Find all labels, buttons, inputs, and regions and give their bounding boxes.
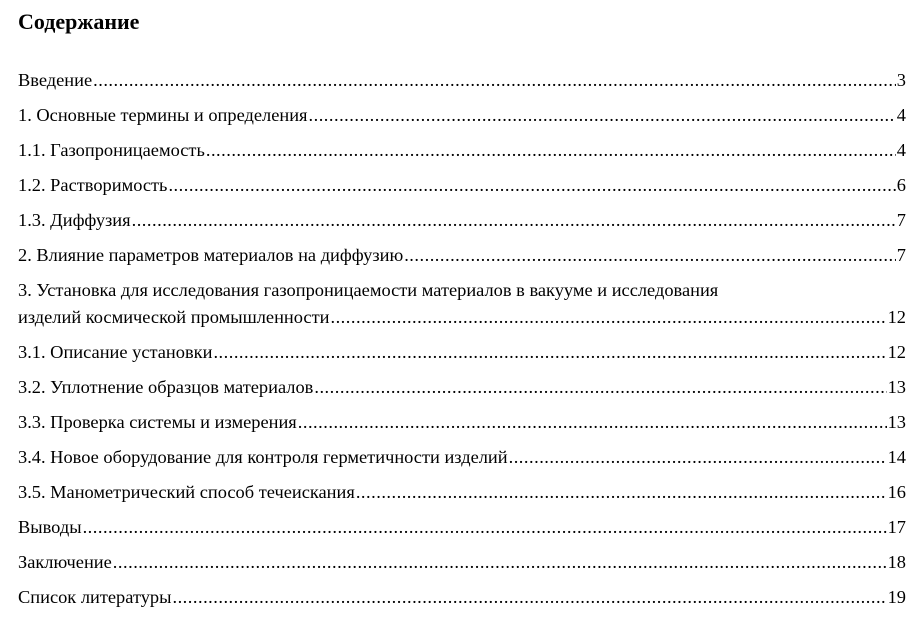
- toc-entry-section-3-2[interactable]: [18, 374, 906, 401]
- toc-dot-leader: [213, 339, 886, 366]
- toc-entry-section-2[interactable]: [18, 242, 906, 269]
- toc-dot-leader: [330, 304, 886, 331]
- toc-entry-section-1-1[interactable]: [18, 137, 906, 164]
- toc-entry-references[interactable]: [18, 584, 906, 611]
- toc-entry-text: 1.2. Растворимость: [18, 175, 168, 195]
- toc-entry-text: 1.1. Газопроницаемость: [18, 140, 205, 160]
- toc-dot-leader: [206, 137, 896, 164]
- toc-page-number: 4: [896, 105, 906, 125]
- toc-page-number: 4: [896, 140, 906, 160]
- toc-page-number: 13: [887, 377, 906, 397]
- toc-dot-leader: [309, 102, 896, 129]
- toc-entry-introduction[interactable]: [18, 67, 906, 94]
- toc-dot-leader: [93, 67, 896, 94]
- toc-entry-section-3-3[interactable]: [18, 409, 906, 436]
- toc-entry-section-1[interactable]: [18, 102, 906, 129]
- toc-entry-section-3-5[interactable]: [18, 479, 906, 506]
- toc-page-number: 7: [896, 210, 906, 230]
- toc-dot-leader: [132, 207, 896, 234]
- toc-dot-leader: [356, 479, 887, 506]
- toc-entry-text: Заключение: [18, 552, 112, 572]
- toc-page-number: 6: [896, 175, 906, 195]
- toc-entry-text: 2. Влияние параметров материалов на диффузию: [18, 245, 404, 265]
- toc-page-number: 12: [887, 307, 906, 327]
- toc-entry-text: 1. Основные термины и определения: [18, 105, 308, 125]
- toc-entry-text: Выводы: [18, 517, 82, 537]
- toc-entry-section-1-2[interactable]: [18, 172, 906, 199]
- toc-page-number: 17: [887, 517, 906, 537]
- toc-dot-leader: [298, 409, 887, 436]
- table-of-contents: [18, 67, 906, 619]
- toc-entry-section-1-3[interactable]: [18, 207, 906, 234]
- toc-entry-text: 3.1. Описание установки: [18, 342, 213, 362]
- toc-dot-leader: [168, 172, 895, 199]
- toc-page-number: 16: [887, 482, 906, 502]
- toc-entry-conclusions[interactable]: [18, 514, 906, 541]
- toc-page-number: 12: [887, 342, 906, 362]
- toc-page-number: 13: [887, 412, 906, 432]
- toc-entry-section-3-1[interactable]: [18, 339, 906, 366]
- toc-dot-leader: [113, 549, 887, 576]
- toc-entry-section-3-4[interactable]: [18, 444, 906, 471]
- toc-page-number: 19: [887, 587, 906, 607]
- toc-dot-leader: [83, 514, 887, 541]
- toc-page-number: 3: [896, 70, 906, 90]
- toc-entry-text: 3.3. Проверка системы и измерения: [18, 412, 297, 432]
- toc-dot-leader: [404, 242, 896, 269]
- toc-entry-section-3[interactable]: [18, 277, 906, 331]
- toc-dot-leader: [509, 444, 887, 471]
- toc-page-number: 7: [896, 245, 906, 265]
- toc-entry-text: 3.4. Новое оборудование для контроля герметичности изделий: [18, 447, 508, 467]
- toc-heading: Содержание: [18, 9, 140, 34]
- toc-dot-leader: [314, 374, 886, 401]
- toc-entry-summary[interactable]: [18, 549, 906, 576]
- toc-entry-text: Введение: [18, 70, 93, 90]
- toc-entry-text: 3.5. Манометрический способ течеискания: [18, 482, 355, 502]
- toc-entry-text-line1: 3. Установка для исследования газопроницаемости материалов в вакууме и исследования: [18, 280, 719, 300]
- toc-entry-text: 3.2. Уплотнение образцов материалов: [18, 377, 314, 397]
- toc-page-number: 14: [887, 447, 906, 467]
- toc-dot-leader: [172, 584, 886, 611]
- toc-entry-text: 1.3. Диффузия: [18, 210, 131, 230]
- toc-entry-text: Список литературы: [18, 587, 172, 607]
- toc-page-number: 18: [887, 552, 906, 572]
- toc-entry-text: изделий космической промышленности: [18, 307, 330, 327]
